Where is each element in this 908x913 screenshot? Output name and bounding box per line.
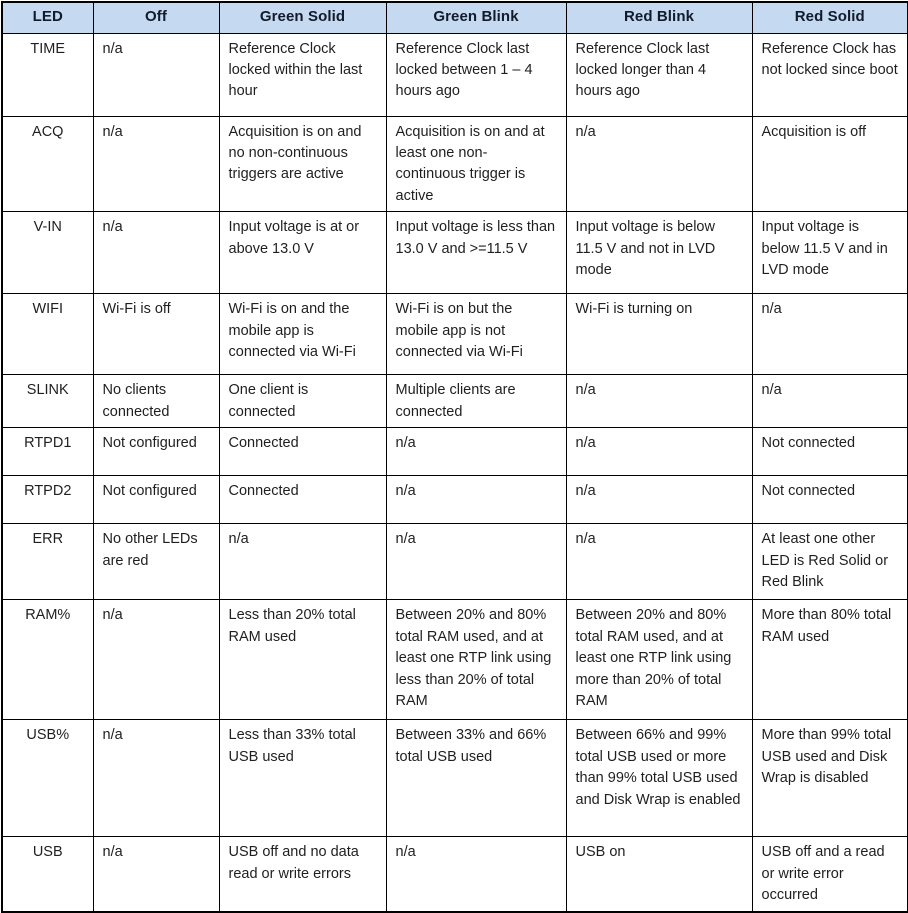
cell-off: Wi-Fi is off	[93, 294, 219, 375]
column-header-off: Off	[93, 2, 219, 33]
cell-green-blink: n/a	[386, 476, 566, 524]
led-name-cell: TIME	[2, 33, 93, 116]
cell-red-blink: n/a	[566, 375, 752, 428]
table-row-err	[2, 524, 908, 600]
column-header-green-blink: Green Blink	[386, 2, 566, 33]
cell-green-solid: Acquisition is on and no non-continuous triggers are active	[219, 116, 386, 212]
cell-red-solid: More than 80% total RAM used	[752, 600, 908, 720]
table-row-slink	[2, 375, 908, 428]
cell-green-blink: Wi-Fi is on but the mobile app is not connected via Wi-Fi	[386, 294, 566, 375]
cell-off: n/a	[93, 116, 219, 212]
cell-green-solid: USB off and no data read or write errors	[219, 837, 386, 912]
cell-off: n/a	[93, 212, 219, 294]
cell-red-blink: n/a	[566, 524, 752, 600]
led-name-cell: USB%	[2, 720, 93, 837]
cell-red-solid: Not connected	[752, 476, 908, 524]
cell-green-blink: Acquisition is on and at least one non-continuous trigger is active	[386, 116, 566, 212]
table-row-time	[2, 33, 908, 116]
column-header-led: LED	[2, 2, 93, 33]
cell-red-solid: Reference Clock has not locked since boot	[752, 33, 908, 116]
cell-red-solid: At least one other LED is Red Solid or Red Blink	[752, 524, 908, 600]
table-row-usb	[2, 837, 908, 912]
cell-red-solid: Not connected	[752, 428, 908, 476]
table-row-ram-pct	[2, 600, 908, 720]
led-name-cell: RTPD1	[2, 428, 93, 476]
cell-green-solid: n/a	[219, 524, 386, 600]
cell-red-blink: Wi-Fi is turning on	[566, 294, 752, 375]
column-header-red-blink: Red Blink	[566, 2, 752, 33]
cell-red-solid: Input voltage is below 11.5 V and in LVD mode	[752, 212, 908, 294]
cell-green-blink: n/a	[386, 837, 566, 912]
cell-red-solid: USB off and a read or write error occurred	[752, 837, 908, 912]
cell-red-blink: USB on	[566, 837, 752, 912]
cell-red-blink: n/a	[566, 428, 752, 476]
cell-off: No other LEDs are red	[93, 524, 219, 600]
cell-red-solid: Acquisition is off	[752, 116, 908, 212]
cell-off: Not configured	[93, 428, 219, 476]
cell-red-solid: n/a	[752, 294, 908, 375]
led-name-cell: SLINK	[2, 375, 93, 428]
cell-red-blink: Reference Clock last locked longer than 4 hours ago	[566, 33, 752, 116]
cell-green-solid: Reference Clock locked within the last hour	[219, 33, 386, 116]
led-name-cell: RAM%	[2, 600, 93, 720]
cell-green-solid: Connected	[219, 476, 386, 524]
table-row-acq	[2, 116, 908, 212]
cell-green-blink: Between 20% and 80% total RAM used, and at least one RTP link using less than 20% of total RAM	[386, 600, 566, 720]
led-name-cell: RTPD2	[2, 476, 93, 524]
column-header-green-solid: Green Solid	[219, 2, 386, 33]
cell-red-blink: Input voltage is below 11.5 V and not in LVD mode	[566, 212, 752, 294]
led-name-cell: USB	[2, 837, 93, 912]
cell-red-blink: n/a	[566, 116, 752, 212]
led-name-cell: ERR	[2, 524, 93, 600]
cell-green-solid: Connected	[219, 428, 386, 476]
cell-green-solid: One client is connected	[219, 375, 386, 428]
cell-green-blink: Multiple clients are connected	[386, 375, 566, 428]
cell-green-blink: Reference Clock last locked between 1 – 4 hours ago	[386, 33, 566, 116]
table-header-row	[2, 2, 908, 33]
cell-green-blink: Between 33% and 66% total USB used	[386, 720, 566, 837]
cell-green-solid: Input voltage is at or above 13.0 V	[219, 212, 386, 294]
table-row-rtpd1	[2, 428, 908, 476]
cell-red-solid: n/a	[752, 375, 908, 428]
cell-red-solid: More than 99% total USB used and Disk Wrap is disabled	[752, 720, 908, 837]
table-row-usb-pct	[2, 720, 908, 837]
table-row-wifi	[2, 294, 908, 375]
table-row-rtpd2	[2, 476, 908, 524]
cell-off: Not configured	[93, 476, 219, 524]
led-name-cell: V-IN	[2, 212, 93, 294]
cell-off: n/a	[93, 720, 219, 837]
table-row-v-in	[2, 212, 908, 294]
led-name-cell: WIFI	[2, 294, 93, 375]
cell-off: No clients connected	[93, 375, 219, 428]
cell-off: n/a	[93, 600, 219, 720]
led-name-cell: ACQ	[2, 116, 93, 212]
cell-off: n/a	[93, 837, 219, 912]
cell-green-solid: Less than 33% total USB used	[219, 720, 386, 837]
cell-green-solid: Less than 20% total RAM used	[219, 600, 386, 720]
cell-green-blink: Input voltage is less than 13.0 V and >=11.5 V	[386, 212, 566, 294]
cell-red-blink: Between 66% and 99% total USB used or more than 99% total USB used and Disk Wrap is enabled	[566, 720, 752, 837]
cell-green-blink: n/a	[386, 428, 566, 476]
cell-off: n/a	[93, 33, 219, 116]
cell-red-blink: n/a	[566, 476, 752, 524]
cell-green-blink: n/a	[386, 524, 566, 600]
cell-red-blink: Between 20% and 80% total RAM used, and at least one RTP link using more than 20% of total RAM	[566, 600, 752, 720]
column-header-red-solid: Red Solid	[752, 2, 908, 33]
cell-green-solid: Wi-Fi is on and the mobile app is connected via Wi-Fi	[219, 294, 386, 375]
led-status-table	[1, 1, 908, 913]
